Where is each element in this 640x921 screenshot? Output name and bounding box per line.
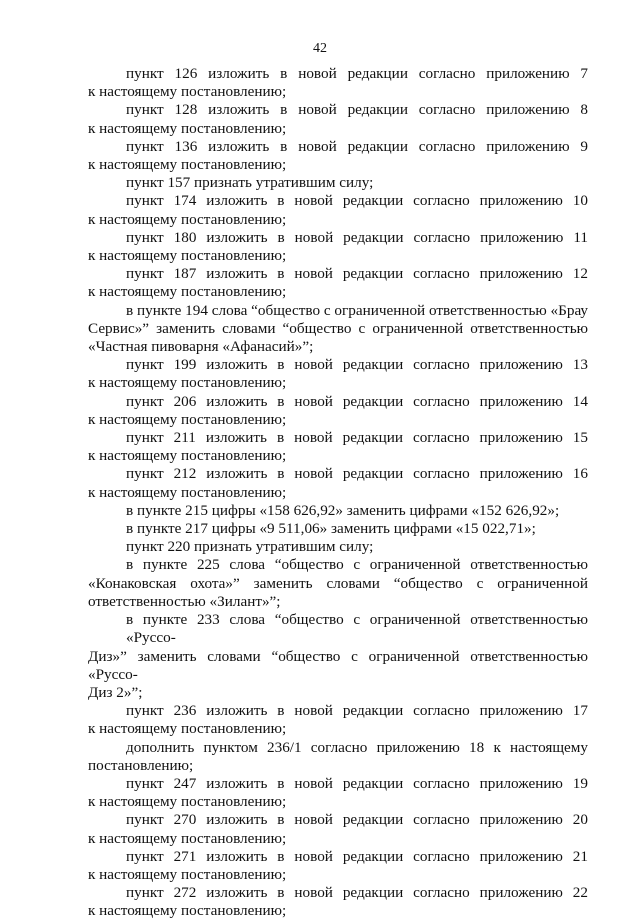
- paragraph: [88, 702, 588, 738]
- paragraph-line: пункт 126 изложить в новой редакции согласно приложению 7: [126, 65, 588, 82]
- paragraph-line: Диз»” заменить словами “общество с ограниченной ответственностью «Руссо-: [88, 647, 588, 683]
- paragraph-line: в пункте 233 слова “общество с ограниченной ответственностью «Руссо-: [126, 611, 588, 647]
- paragraph-line: ответственностью «Зилант»”;: [88, 592, 281, 610]
- paragraph-line: пункт 211 изложить в новой редакции согласно приложению 15: [126, 429, 588, 447]
- paragraph: [88, 138, 588, 174]
- paragraph-line: к настоящему постановлению;: [88, 83, 287, 101]
- paragraph-line: пункт 174 изложить в новой редакции согласно приложению 10: [126, 192, 588, 210]
- paragraph-line: в пункте 225 слова “общество с ограниченной ответственностью: [126, 556, 588, 574]
- paragraph: [88, 101, 588, 137]
- paragraph-line: к настоящему постановлению;: [88, 283, 287, 301]
- paragraph-line: пункт 271 изложить в новой редакции согласно приложению 21: [126, 847, 588, 865]
- paragraph: [88, 556, 588, 611]
- paragraph-line: пункт 187 изложить в новой редакции согласно приложению 12: [126, 265, 588, 283]
- paragraph-line: к настоящему постановлению;: [88, 410, 287, 428]
- paragraph: [88, 611, 588, 702]
- paragraph-line: к настоящему постановлению;: [88, 447, 287, 465]
- paragraph-line: к настоящему постановлению;: [88, 720, 287, 738]
- paragraph: [88, 520, 588, 538]
- paragraph: [88, 538, 588, 556]
- paragraph-line: пункт 199 изложить в новой редакции согласно приложению 13: [126, 356, 588, 374]
- paragraph-line: Диз 2»”;: [88, 683, 143, 701]
- paragraph-line: пункт 180 изложить в новой редакции согласно приложению 11: [126, 228, 588, 246]
- paragraph: [88, 174, 588, 192]
- paragraph-line: пункт 236 изложить в новой редакции согласно приложению 17: [126, 702, 588, 720]
- paragraph: [88, 356, 588, 392]
- page-number: 42: [313, 41, 327, 56]
- paragraph: [88, 265, 588, 301]
- paragraph: [88, 739, 588, 775]
- paragraph-line: в пункте 194 слова “общество с ограниченной ответственностью «Брау: [126, 301, 589, 319]
- paragraph: [88, 393, 588, 429]
- paragraph-line: к настоящему постановлению;: [88, 119, 287, 137]
- paragraph: [88, 429, 588, 465]
- paragraph-line: к настоящему постановлению;: [88, 829, 287, 847]
- paragraph-line: пункт 206 изложить в новой редакции согласно приложению 14: [126, 392, 588, 410]
- paragraph-line: «Частная пивоварня «Афанасий»”;: [88, 338, 314, 356]
- paragraph-line: к настоящему постановлению;: [88, 865, 287, 883]
- paragraph-line: пункт 220 признать утратившим силу;: [126, 538, 374, 556]
- paragraph-line: дополнить пунктом 236/1 согласно приложению 18 к настоящему: [126, 738, 588, 756]
- body-text: [88, 65, 588, 921]
- paragraph: [88, 775, 588, 811]
- paragraph-line: пункт 157 признать утратившим силу;: [126, 174, 374, 192]
- paragraph-line: к настоящему постановлению;: [88, 210, 287, 228]
- paragraph-line: постановлению;: [88, 756, 194, 774]
- paragraph: [88, 811, 588, 847]
- paragraph: [88, 502, 588, 520]
- paragraph-line: к настоящему постановлению;: [88, 247, 287, 265]
- paragraph-line: пункт 247 изложить в новой редакции согласно приложению 19: [126, 774, 588, 792]
- paragraph-line: пункт 128 изложить в новой редакции согласно приложению 8: [126, 101, 588, 119]
- paragraph-line: в пункте 215 цифры «158 626,92» заменить цифрами «152 626,92»;: [126, 501, 560, 519]
- paragraph-line: пункт 270 изложить в новой редакции согласно приложению 20: [126, 811, 588, 829]
- paragraph: [88, 65, 588, 101]
- paragraph-line: к настоящему постановлению;: [88, 374, 287, 392]
- paragraph: [88, 848, 588, 884]
- paragraph-line: в пункте 217 цифры «9 511,06» заменить цифрами «15 022,71»;: [126, 520, 536, 538]
- paragraph-line: к настоящему постановлению;: [88, 483, 287, 501]
- paragraph-line: «Конаковская охота»” заменить словами “общество с ограниченной: [88, 574, 588, 592]
- paragraph-line: пункт 272 изложить в новой редакции согласно приложению 22: [126, 884, 588, 902]
- paragraph-line: к настоящему постановлению;: [88, 793, 287, 811]
- paragraph-line: пункт 136 изложить в новой редакции согласно приложению 9: [126, 137, 588, 155]
- paragraph: [88, 302, 588, 357]
- paragraph-line: Сервис»” заменить словами “общество с ограниченной ответственностью: [88, 319, 588, 337]
- paragraph-line: к настоящему постановлению;: [88, 156, 287, 174]
- paragraph: [88, 884, 588, 920]
- paragraph-line: к настоящему постановлению;: [88, 902, 287, 920]
- paragraph: [88, 192, 588, 228]
- paragraph: [88, 465, 588, 501]
- paragraph: [88, 229, 588, 265]
- paragraph-line: пункт 212 изложить в новой редакции согласно приложению 16: [126, 465, 588, 483]
